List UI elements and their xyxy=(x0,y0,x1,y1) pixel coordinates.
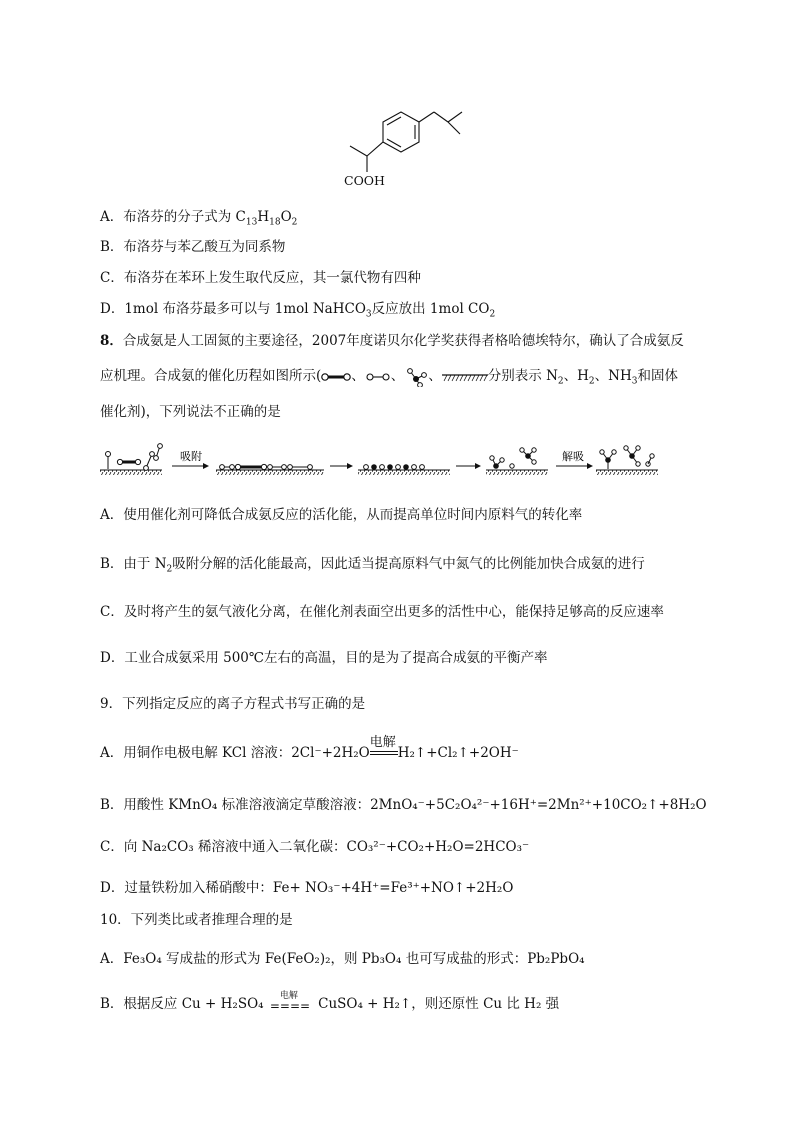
ammonia-synthesis-mechanism-diagram xyxy=(100,442,660,478)
catalyst-surface-icon xyxy=(442,372,488,382)
n2-molecule-icon xyxy=(321,371,351,383)
q8-stem-line2: 应机理。合成氨的催化历程如图所示( 、 、 、 分别表示 $N_2$、$H_2$、$NH_3$和固体 xyxy=(100,368,678,387)
desorb-label: 解吸 xyxy=(562,450,584,463)
q8-option-d: D．工业合成氨采用 500℃左右的高温，目的是为了提高合成氨的平衡产率 xyxy=(100,650,548,666)
q8-option-b: B．由于 $N_2$吸附分解的活化能最高，因此适当提高原料气中氮气的比例能加快合成氨的进行 xyxy=(100,556,645,575)
q7-option-b: B．布洛芬与苯乙酸互为同系物 xyxy=(100,239,286,255)
q8-stem-line3: 催化剂)，下列说法不正确的是 xyxy=(100,404,281,420)
q9-option-c: C．向 Na₂CO₃ 稀溶液中通入二氧化碳：CO₃²⁻+CO₂+H₂O=2HCO₃⁻ xyxy=(100,839,530,855)
q9-option-d: D．过量铁粉加入稀硝酸中：Fe+ NO₃⁻+4H⁺=Fe³⁺+NO↑+2H₂O xyxy=(100,880,514,896)
electrolysis-condition: 电解 ==== xyxy=(269,990,311,1013)
q10-stem: 10．下列类比或者推理合理的是 xyxy=(100,912,293,928)
h2-molecule-icon xyxy=(365,371,391,383)
electrolysis-arrow: 电解 xyxy=(370,747,398,761)
q9-stem: 9．下列指定反应的离子方程式书写正确的是 xyxy=(100,696,366,712)
q8-stem-line1: 8．合成氨是人工固氮的主要途径，2007年度诺贝尔化学奖获得者格哈德埃特尔，确认了合成氨反 xyxy=(100,333,684,349)
q10-option-a: A．Fe₃O₄ 写成盐的形式为 Fe(FeO₂)₂，则 Pb₃O₄ 也可写成盐的形式：Pb₂PbO₄ xyxy=(100,951,585,967)
q8-option-c: C．及时将产生的氨气液化分离，在催化剂表面空出更多的活性中心，能保持足够高的反应速率 xyxy=(100,604,664,620)
q10-option-b: B．根据反应 Cu + H₂SO₄ 电解 ==== CuSO₄ + H₂↑，则还原性 Cu 比 H₂ 强 xyxy=(100,990,560,1013)
q9-option-b: B．用酸性 KMnO₄ 标准溶液滴定草酸溶液：2MnO₄⁻+5C₂O₄²⁻+16H⁺=2Mn²⁺+10CO₂↑+8H₂O xyxy=(100,797,707,813)
q7-option-a: A．布洛芬的分子式为 $C_{13}H_{18}O_2$ xyxy=(100,209,298,228)
adsorb-label: 吸附 xyxy=(180,450,202,463)
q7-option-d: D．1mol 布洛芬最多可以与 1mol NaHCO$_3$反应放出 1mol $CO_2$ xyxy=(100,301,496,320)
q8-option-a: A．使用催化剂可降低合成氨反应的活化能，从而提高单位时间内原料气的转化率 xyxy=(100,507,583,523)
ibuprofen-structure xyxy=(320,104,480,194)
q9-option-a: A．用铜作电极电解 KCl 溶液：2Cl⁻+2H₂O 电解 H₂↑+Cl₂↑+2OH⁻ xyxy=(100,734,519,761)
nh3-molecule-icon xyxy=(404,367,428,387)
cooh-label: COOH xyxy=(344,173,385,188)
q7-option-c: C．布洛芬在苯环上发生取代反应，其一氯代物有四种 xyxy=(100,270,421,286)
